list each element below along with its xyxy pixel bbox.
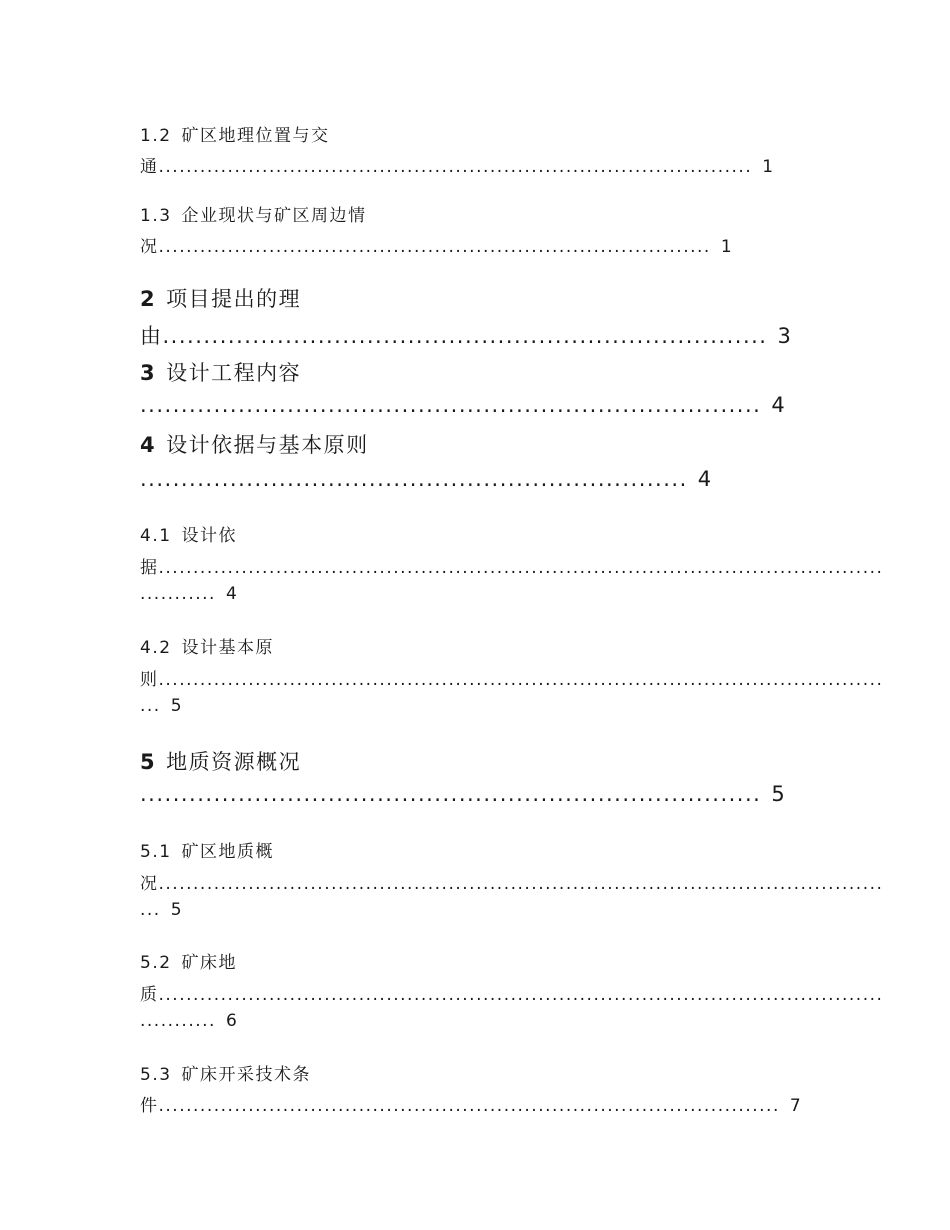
dot-leader-continued: ... <box>140 696 161 716</box>
toc-entry-4-2-leader[interactable] <box>140 665 884 690</box>
toc-entry-2-leader[interactable] <box>140 320 792 350</box>
toc-entry-3-leader[interactable] <box>140 393 786 417</box>
dot-leader: ......................................................................................................... <box>158 874 884 894</box>
toc-entry-3-title[interactable] <box>140 357 301 387</box>
toc-title: 企业现状与矿区周边情 <box>181 206 367 226</box>
toc-number: 5.2 <box>140 953 172 973</box>
page-number: 1 <box>720 237 734 257</box>
toc-number: 5.1 <box>140 842 172 862</box>
dot-leader: ......................................................................................................... <box>158 985 884 1005</box>
dot-leader: ................................................................... <box>140 467 688 491</box>
page-number: 6 <box>225 1011 239 1031</box>
dot-leader: .......................................................................................... <box>158 1096 780 1116</box>
page-number: 5 <box>771 782 787 806</box>
toc-entry-5-2-leader-wrap[interactable] <box>140 1011 238 1031</box>
toc-number: 5.3 <box>140 1065 172 1085</box>
toc-entry-4-1-title[interactable] <box>140 521 237 546</box>
toc-title: 矿区地质概 <box>181 842 275 862</box>
page-number: 4 <box>771 393 787 417</box>
toc-title: 设计工程内容 <box>166 361 302 385</box>
toc-entry-5-title[interactable] <box>140 746 301 776</box>
toc-entry-4-leader[interactable] <box>140 467 713 491</box>
toc-title: 矿床开采技术条 <box>181 1065 312 1085</box>
toc-number: 1.3 <box>140 206 172 226</box>
toc-title-continued: 质 <box>140 985 159 1005</box>
dot-leader: .......................................................................... <box>162 324 768 348</box>
toc-title-continued: 通 <box>140 157 159 177</box>
dot-leader: ................................................................................ <box>158 237 711 257</box>
dot-leader: ......................................................................................................... <box>158 670 884 690</box>
toc-entry-4-2-leader-wrap[interactable] <box>140 696 183 716</box>
toc-number: 3 <box>140 361 157 385</box>
toc-entry-4-2-title[interactable] <box>140 633 274 658</box>
toc-entry-5-3-title[interactable] <box>140 1060 311 1085</box>
toc-entry-1-2-leader[interactable] <box>140 152 775 177</box>
toc-entry-1-2-title[interactable] <box>140 121 330 146</box>
dot-leader-continued: ........... <box>140 1011 216 1031</box>
toc-title: 设计依 <box>181 526 238 546</box>
toc-title: 矿区地理位置与交 <box>181 126 330 146</box>
toc-title-continued: 况 <box>140 874 159 894</box>
toc-number: 4 <box>140 433 157 457</box>
toc-entry-5-1-leader-wrap[interactable] <box>140 900 183 920</box>
toc-entry-5-leader[interactable] <box>140 782 786 806</box>
toc-number: 4.2 <box>140 638 172 658</box>
page-number: 5 <box>170 900 184 920</box>
toc-entry-5-2-title[interactable] <box>140 948 237 973</box>
toc-entry-2-title[interactable] <box>140 283 301 313</box>
toc-number: 5 <box>140 750 157 774</box>
toc-title: 矿床地 <box>181 953 238 973</box>
page-number: 1 <box>762 157 775 177</box>
dot-leader-continued: ........... <box>140 584 216 604</box>
toc-entry-4-1-leader-wrap[interactable] <box>140 584 238 604</box>
toc-title: 设计基本原 <box>181 638 275 658</box>
toc-title: 项目提出的理 <box>166 287 302 311</box>
dot-leader: ...................................................................................... <box>158 157 753 177</box>
page-number: 5 <box>170 696 184 716</box>
dot-leader: ............................................................................ <box>140 782 762 806</box>
toc-title-continued: 则 <box>140 670 159 690</box>
toc-number: 1.2 <box>140 126 172 146</box>
dot-leader: ............................................................................ <box>140 393 762 417</box>
toc-title-continued: 据 <box>140 558 159 578</box>
dot-leader: ......................................................................................................... <box>158 558 884 578</box>
toc-entry-5-3-leader[interactable] <box>140 1091 802 1116</box>
dot-leader-continued: ... <box>140 900 161 920</box>
page-number: 4 <box>225 584 239 604</box>
toc-entry-5-1-leader[interactable] <box>140 869 884 894</box>
toc-title-continued: 况 <box>140 237 159 257</box>
page-number: 7 <box>789 1096 803 1116</box>
toc-entry-5-1-title[interactable] <box>140 837 274 862</box>
toc-title-continued: 由 <box>140 324 163 348</box>
toc-title: 地质资源概况 <box>166 750 302 774</box>
toc-number: 4.1 <box>140 526 172 546</box>
toc-entry-4-1-leader[interactable] <box>140 553 884 578</box>
toc-entry-4-title[interactable] <box>140 429 369 459</box>
toc-title-continued: 件 <box>140 1096 159 1116</box>
toc-entry-1-3-leader[interactable] <box>140 232 733 257</box>
toc-entry-5-2-leader[interactable] <box>140 980 884 1005</box>
page-number: 3 <box>777 324 793 348</box>
page-number: 4 <box>697 467 713 491</box>
toc-entry-1-3-title[interactable] <box>140 201 367 226</box>
toc-title: 设计依据与基本原则 <box>166 433 369 457</box>
toc-number: 2 <box>140 287 157 311</box>
